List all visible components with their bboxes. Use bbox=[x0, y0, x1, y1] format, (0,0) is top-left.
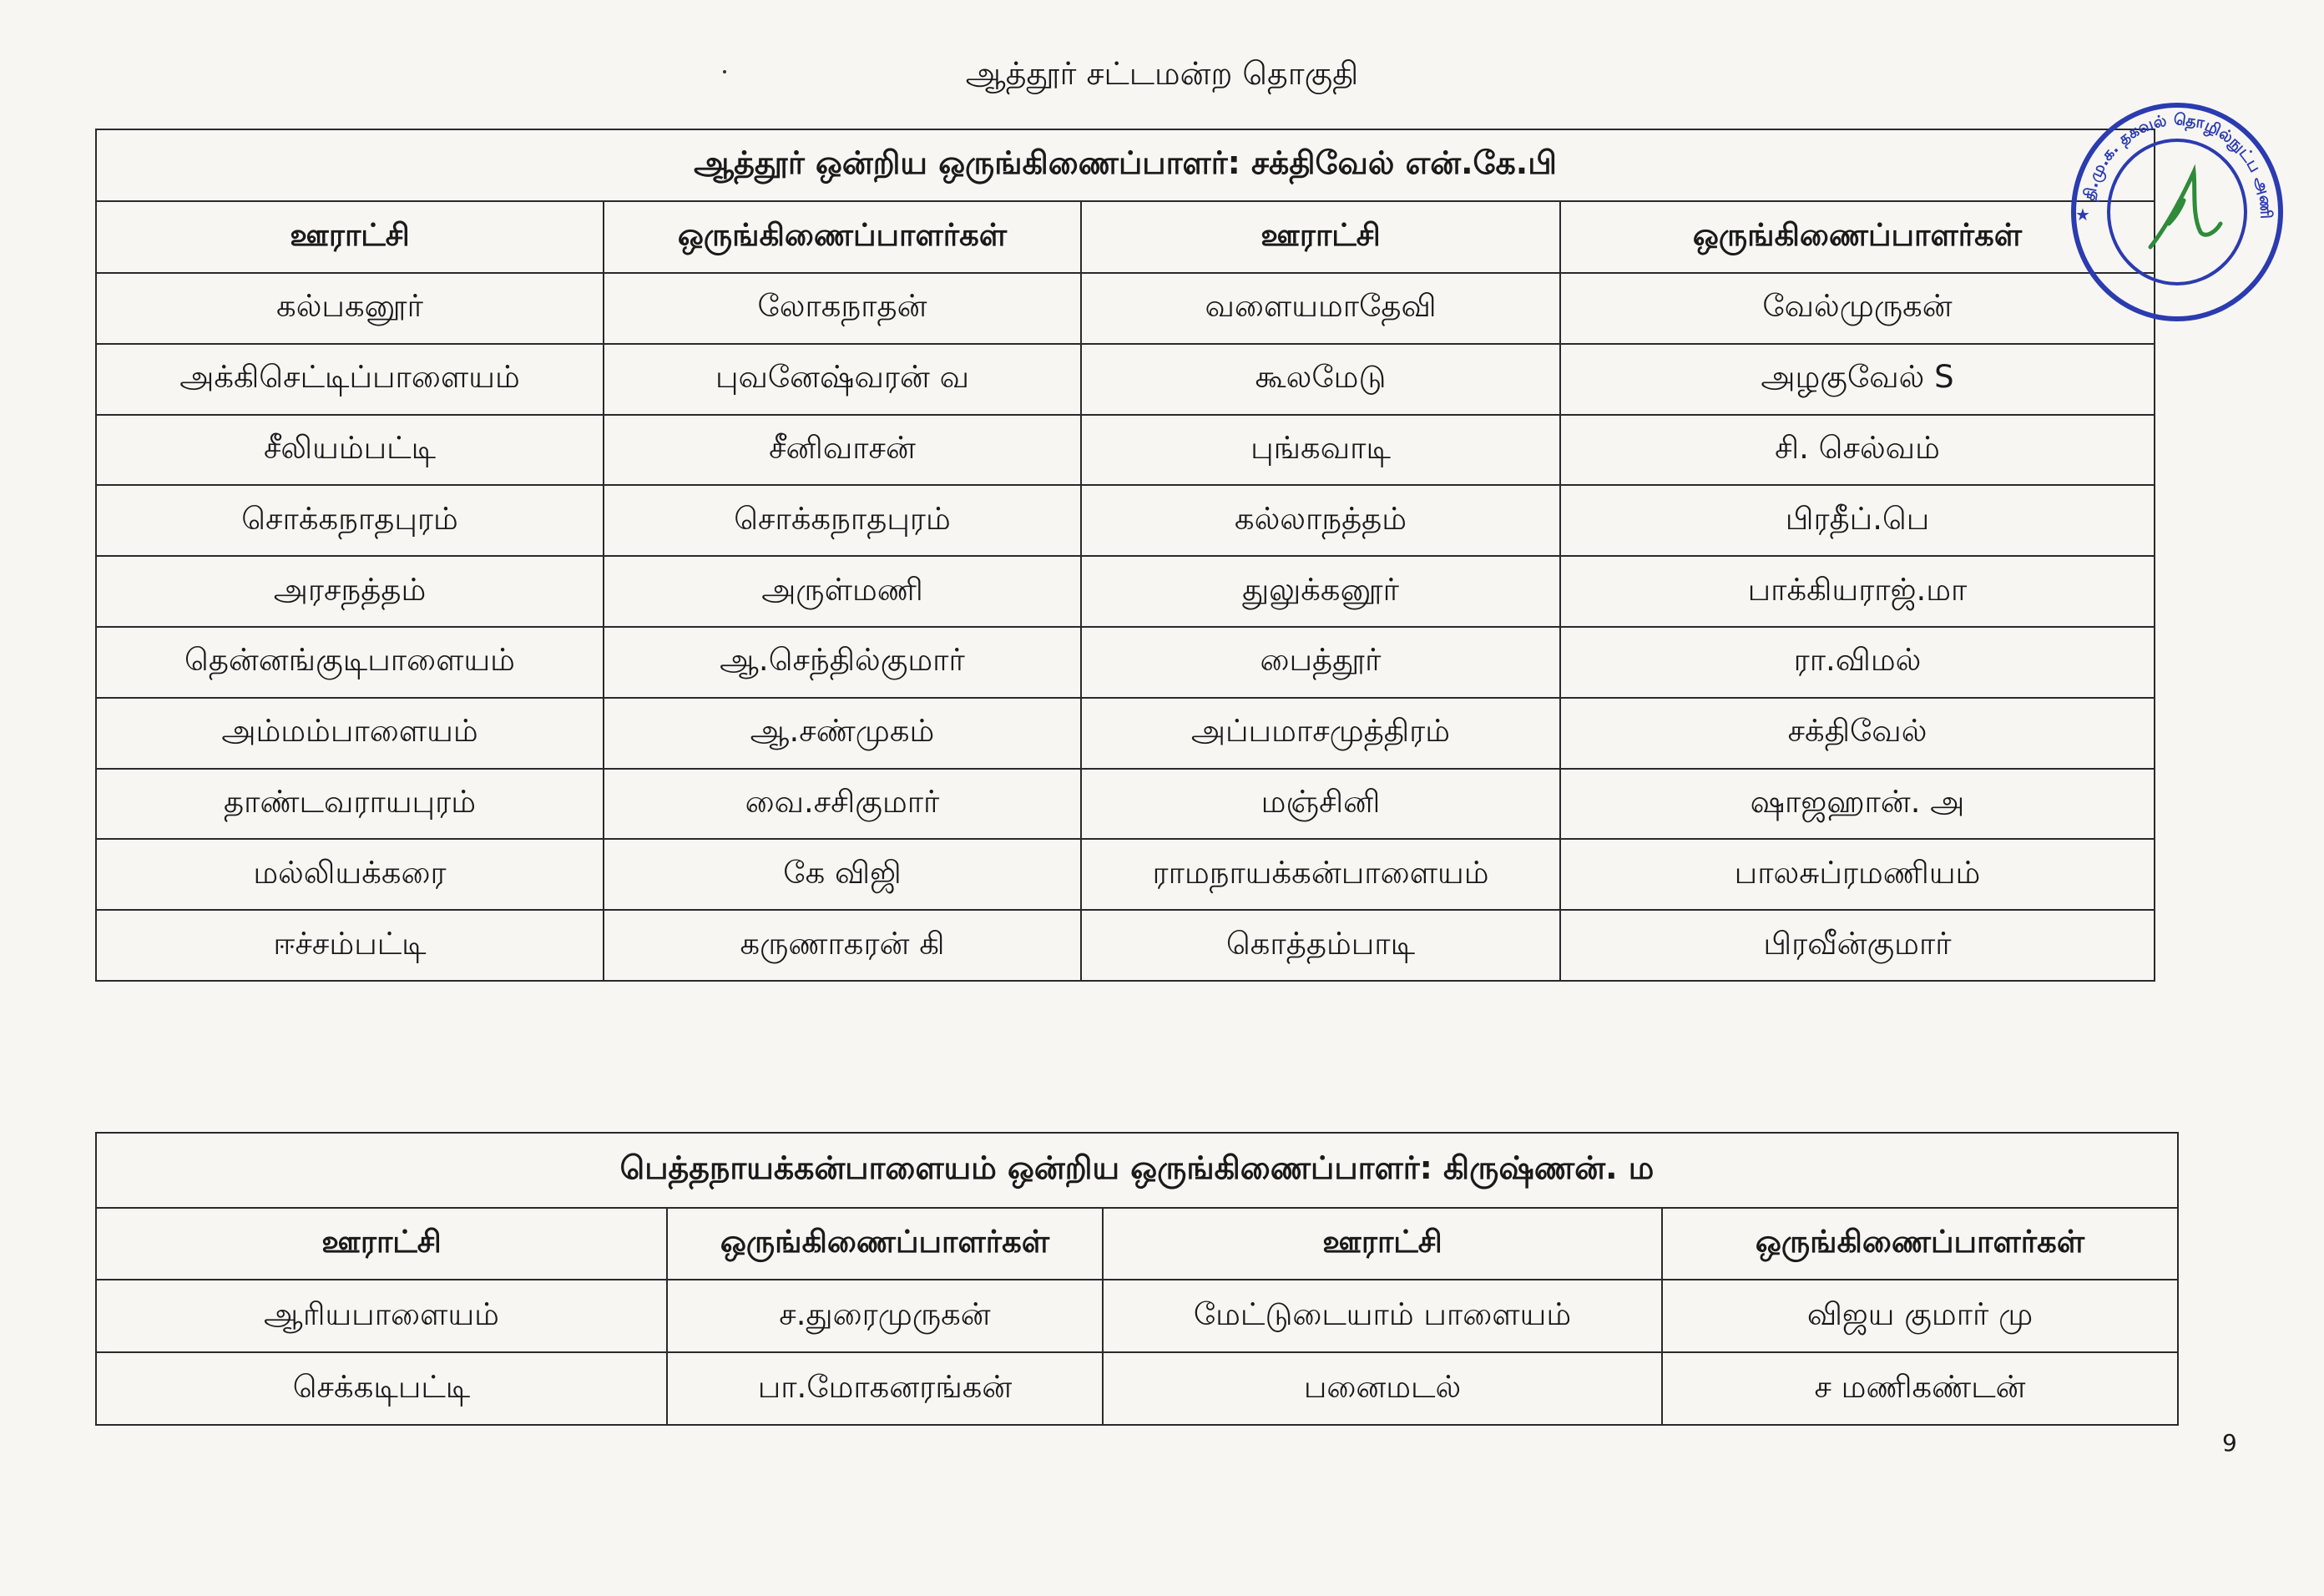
coordinator-cell: ஆ.செந்தில்குமார் bbox=[604, 627, 1081, 698]
panchayat-cell: அக்கிசெட்டிப்பாளையம் bbox=[96, 344, 604, 415]
panchayat-cell: சீலியம்பட்டி bbox=[96, 415, 604, 486]
panchayat-cell: பைத்தூர் bbox=[1081, 627, 1560, 698]
coordinator-cell: பா.மோகனரங்கன் bbox=[667, 1352, 1103, 1425]
panchayat-cell: சொக்கநாதபுரம் bbox=[96, 485, 604, 556]
table-row bbox=[96, 344, 2155, 415]
column-header-coordinators: ஒருங்கிணைப்பாளர்கள் bbox=[604, 201, 1081, 273]
panchayat-cell: கல்லாநத்தம் bbox=[1081, 485, 1560, 556]
panchayat-cell: கொத்தம்பாடி bbox=[1081, 910, 1560, 981]
panchayat-cell: அரசநத்தம் bbox=[96, 556, 604, 627]
panchayat-cell: வளையமாதேவி bbox=[1081, 273, 1560, 344]
coordinator-cell: வை.சசிகுமார் bbox=[604, 769, 1081, 840]
seal-text-path: தி.மு.க. தகவல் தொழில்நுட்ப அணி bbox=[2079, 109, 2276, 220]
panchayat-cell: கல்பகனூர் bbox=[96, 273, 604, 344]
panchayat-cell: மல்லியக்கரை bbox=[96, 839, 604, 910]
table-row bbox=[96, 1280, 2178, 1352]
panchayat-cell: தாண்டவராயபுரம் bbox=[96, 769, 604, 840]
coordinator-cell: பாக்கியராஜ்.மா bbox=[1560, 556, 2155, 627]
coordinator-cell: பாலசுப்ரமணியம் bbox=[1560, 839, 2155, 910]
table-row bbox=[96, 485, 2155, 556]
coordinator-cell: பிரதீப்.பெ bbox=[1560, 485, 2155, 556]
pethanaickenpalayam-union-table bbox=[95, 1132, 2179, 1426]
athur-union-table bbox=[95, 129, 2155, 982]
table-row bbox=[96, 1352, 2178, 1425]
panchayat-cell: பனைமடல் bbox=[1103, 1352, 1662, 1425]
coordinator-cell: விஜய குமார் மு bbox=[1662, 1280, 2178, 1352]
panchayat-cell: கூலமேடு bbox=[1081, 344, 1560, 415]
panchayat-cell: அப்பமாசமுத்திரம் bbox=[1081, 698, 1560, 769]
signature-mark bbox=[2150, 172, 2220, 247]
coordinator-cell: சொக்கநாதபுரம் bbox=[604, 485, 1081, 556]
table-row bbox=[96, 839, 2155, 910]
panchayat-cell: ஆரியபாளையம் bbox=[96, 1280, 667, 1352]
panchayat-cell: அம்மம்பாளையம் bbox=[96, 698, 604, 769]
coordinator-cell: ச மணிகண்டன் bbox=[1662, 1352, 2178, 1425]
coordinator-cell: சி. செல்வம் bbox=[1560, 415, 2155, 486]
coordinator-cell: அருள்மணி bbox=[604, 556, 1081, 627]
panchayat-cell: ராமநாயக்கன்பாளையம் bbox=[1081, 839, 1560, 910]
column-header-panchayat: ஊராட்சி bbox=[1081, 201, 1560, 273]
coordinator-cell: கருணாகரன் கி bbox=[604, 910, 1081, 981]
coordinator-cell: புவனேஷ்வரன் வ bbox=[604, 344, 1081, 415]
panchayat-cell: புங்கவாடி bbox=[1081, 415, 1560, 486]
panchayat-cell: துலுக்கனூர் bbox=[1081, 556, 1560, 627]
panchayat-cell: ஈச்சம்பட்டி bbox=[96, 910, 604, 981]
column-header-row bbox=[96, 201, 2155, 273]
ink-speck bbox=[723, 70, 726, 73]
table-row bbox=[96, 556, 2155, 627]
coordinator-cell: அழகுவேல் S bbox=[1560, 344, 2155, 415]
column-header-coordinators: ஒருங்கிணைப்பாளர்கள் bbox=[1560, 201, 2155, 273]
panchayat-cell: மேட்டுடையாம் பாளையம் bbox=[1103, 1280, 1662, 1352]
seal-star-icon: ★ bbox=[2075, 205, 2090, 225]
coordinator-cell: லோகநாதன் bbox=[604, 273, 1081, 344]
coordinator-cell: பிரவீன்குமார் bbox=[1560, 910, 2155, 981]
table-row bbox=[96, 415, 2155, 486]
column-header-panchayat: ஊராட்சி bbox=[1103, 1208, 1662, 1280]
column-header-coordinators: ஒருங்கிணைப்பாளர்கள் bbox=[667, 1208, 1103, 1280]
coordinator-cell: வேல்முருகன் bbox=[1560, 273, 2155, 344]
coordinator-cell: ஷாஜஹான். அ bbox=[1560, 769, 2155, 840]
page-number: 9 bbox=[2222, 1429, 2237, 1457]
party-seal-stamp bbox=[2069, 98, 2286, 326]
panchayat-cell: மஞ்சினி bbox=[1081, 769, 1560, 840]
panchayat-cell: செக்கடிபட்டி bbox=[96, 1352, 667, 1425]
union-coordinator-caption: ஆத்தூர் ஒன்றிய ஒருங்கிணைப்பாளர்: சக்திவேல் என்.கே.பி bbox=[96, 129, 2155, 201]
column-header-coordinators: ஒருங்கிணைப்பாளர்கள் bbox=[1662, 1208, 2178, 1280]
coordinator-cell: சீனிவாசன் bbox=[604, 415, 1081, 486]
column-header-row bbox=[96, 1208, 2178, 1280]
panchayat-cell: தென்னங்குடிபாளையம் bbox=[96, 627, 604, 698]
column-header-panchayat: ஊராட்சி bbox=[96, 1208, 667, 1280]
table-row bbox=[96, 698, 2155, 769]
coordinator-cell: ஆ.சண்முகம் bbox=[604, 698, 1081, 769]
table-row bbox=[96, 769, 2155, 840]
coordinator-cell: சக்திவேல் bbox=[1560, 698, 2155, 769]
table-row bbox=[96, 910, 2155, 981]
column-header-panchayat: ஊராட்சி bbox=[96, 201, 604, 273]
table-row bbox=[96, 273, 2155, 344]
coordinator-cell: ச.துரைமுருகன் bbox=[667, 1280, 1103, 1352]
page-title: ஆத்தூர் சட்டமன்ற தொகுதி bbox=[965, 55, 1359, 92]
union-coordinator-caption: பெத்தநாயக்கன்பாளையம் ஒன்றிய ஒருங்கிணைப்பாளர்: கிருஷ்ணன். ம bbox=[96, 1133, 2178, 1208]
coordinator-cell: கே விஜி bbox=[604, 839, 1081, 910]
coordinator-cell: ரா.விமல் bbox=[1560, 627, 2155, 698]
table-row bbox=[96, 627, 2155, 698]
